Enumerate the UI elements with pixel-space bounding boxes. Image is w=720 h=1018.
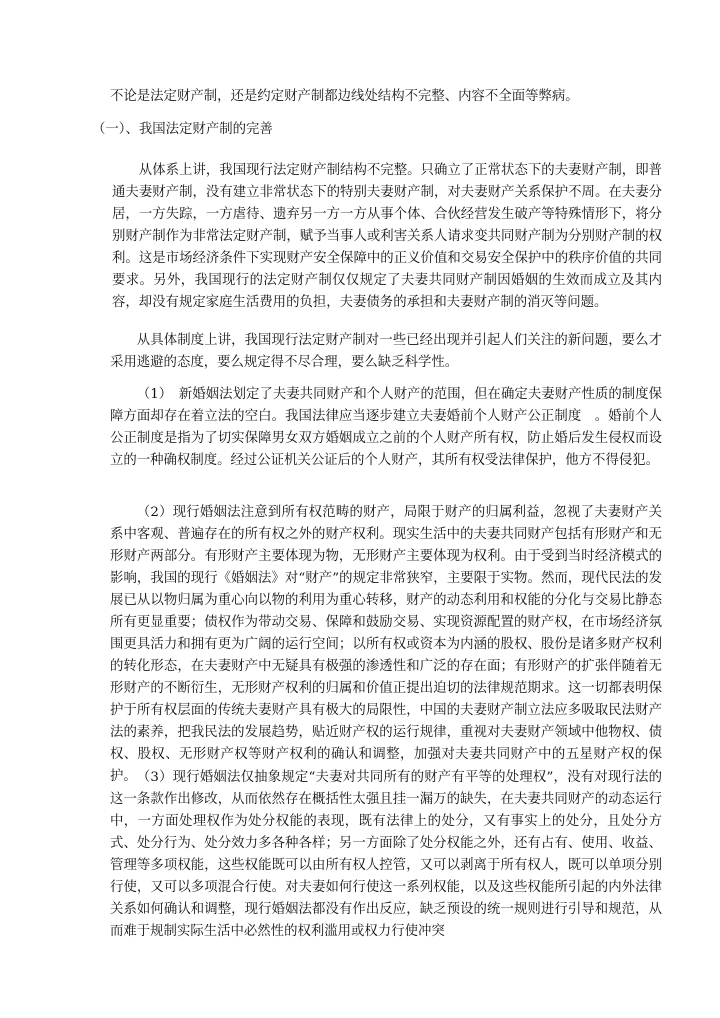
paragraph-item-3: （3）现行婚姻法仅抽象规定“夫妻对共同所有的财产有平等的处理权”，没有对现行法的这一条款作出修改，从而依然存在概括性太强且挂一漏万的缺失，在夫妻共同财产的动态运行中，一方面处理权作为处分权能的表现，既有法律上的处分，又有事实上的处分，且处分方式、处分行为、处分效力多各种各样；另一方面除了处分权能之外，还有占有、使用、收益、管理等多项权能，这些权能既可以由所有权人控管，又可以剥离于所有权人，既可以单项分别行使，又可以多项混合行使。对夫妻如何行使这一系列权能，以及这些权能所引起的内外法律关系如何确认和调整，现行婚姻法都没有作出反应，缺乏预设的统一规则进行引导和规范，从而难于规制实际生活中必然性的权利滥用或权力行使冲突 (110, 770, 662, 939)
continuation-line: 不论是法定财产制，还是约定财产制都边线处结构不完整、内容不全面等弊病。 (110, 89, 579, 104)
paragraph-specific-system: 从具体制度上讲，我国现行法定财产制对一些已经出现并引起人们关注的新问题，要么才采用逃避的态度，要么规定得不尽合理，要么缺乏科学性。 (110, 333, 662, 370)
paragraph-item-1: （1） 新婚姻法划定了夫妻共同财产和个人财产的范围，但在确定夫妻财产性质的制度保障方面却存在着立法的空白。我国法律应当逐步建立夫妻婚前个人财产公正制度 。婚前个人公正制度是指为了切实保障男女双方婚姻成立之前的个人财产所有权，防止婚后发生侵权而设立的一种确权制度。经过公证机关公证后的个人财产，其所有权受法律保护，他方不得侵犯。 (110, 387, 662, 468)
paragraph-item-2: （2）现行婚姻法注意到所有权范畴的财产，局限于财产的归属利益，忽视了夫妻财产关系中客观、普遍存在的所有权之外的财产权利。现实生活中的夫妻共同财产包括有形财产和无形财产两部分。有形财产主要体现为物，无形财产主要体现为权利。由于受到当时经济模式的影响，我国的现行《婚姻法》对“财产”的规定非常狭窄，主要限于实物。然而，现代民法的发展已从以物归属为重心向以物的利用为重心转移，财产的动态利用和权能的分化与交易比静态所有更显重要；债权作为带动交易、保障和鼓励交易、实现资源配置的财产权，在市场经济氛围更具活力和拥有更为广阔的运行空间；以所有权或资本为内涵的股权、股份是诸多财产权利的转化形态，在夫妻财产中无疑具有极强的渗透性和广泛的存在面；有形财产的扩张伴随着无形财产的不断衍生，无形财产权利的归属和价值正提出迫切的法律规范期求。这一切都表明保护于所有权层面的传统夫妻财产具有极大的局限性，中国的夫妻财产制立法应多吸取民法财产法的素养，把我民法的发展趋势，贴近财产权的运行规律，重视对夫妻财产领域中他物权、债权、股权、无形财产权等财产权利的确认和调整，加强对夫妻共同财产中的五星财产权的保护。 (110, 505, 662, 784)
paragraph-system: 从体系上讲，我国现行法定财产制结构不完整。只确立了正常状态下的夫妻财产制，即普通夫妻财产制，没有建立非常状态下的特别夫妻财产制，对夫妻财产关系保护不周。在夫妻分居，一方失踪，一方虐待、遗弃另一方一方从事个体、合伙经营发生破产等特殊情形下，将分别财产制作为非常法定财产制，赋予当事人或利害关系人请求变共同财产制为分别财产制的权利。这是市场经济条件下实现财产安全保障中的正义价值和交易安全保护中的秩序价值的共同要求。另外，我国现行的法定财产制仅仅规定了夫妻共同财产制因婚姻的生效而成立及其内容，却没有规定家庭生活费用的负担，夫妻债务的承担和夫妻财产制的消灭等问题。 (112, 163, 662, 310)
section-heading: （一）、我国法定财产制的完善 (92, 122, 273, 137)
